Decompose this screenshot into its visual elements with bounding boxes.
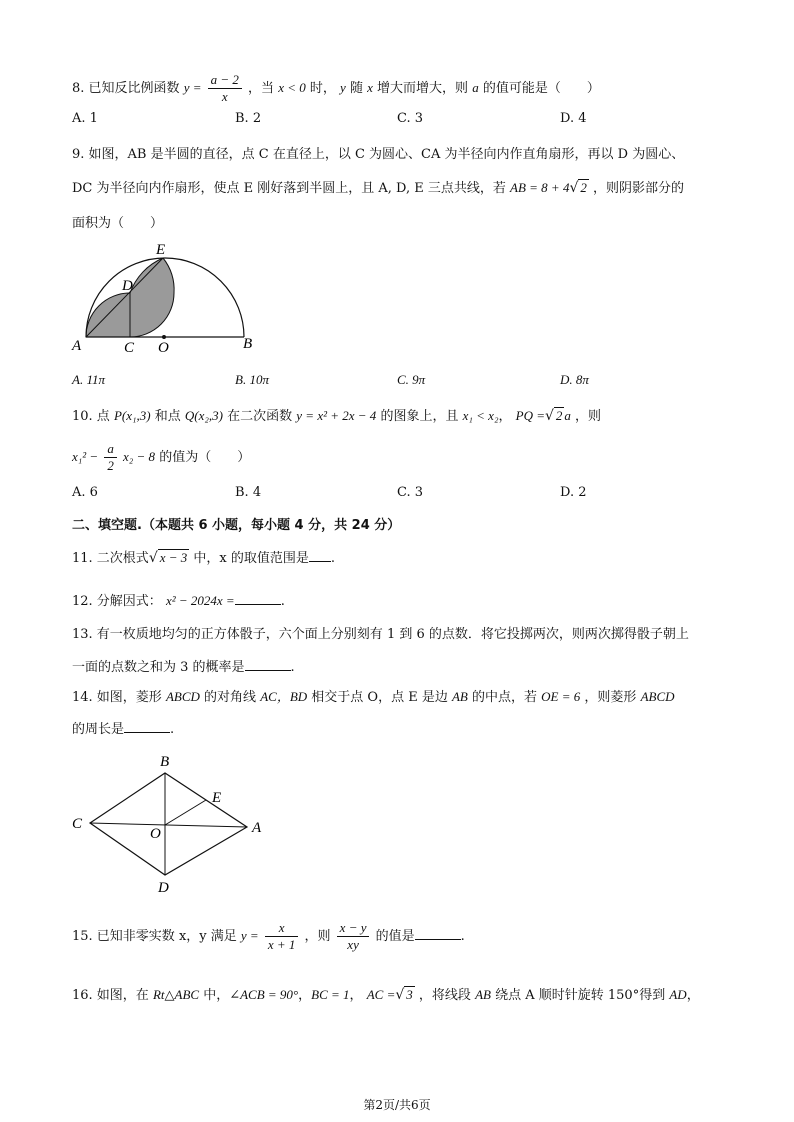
- q11-line: [72, 547, 335, 566]
- q10-option-b[interactable]: B. 4: [235, 485, 262, 500]
- q9-line2-a: DC 为半径向内作扇形，使点 E 刚好落到半圆上，且 A, D, E 三点共线，若: [72, 181, 506, 196]
- q12-end: .: [280, 594, 285, 609]
- q8-y: y: [340, 80, 346, 95]
- q14-label-e: E: [212, 790, 222, 806]
- q10-comma: ，: [498, 409, 512, 424]
- q10-mid1: 在二次函数: [227, 409, 293, 424]
- q10-expr-b: x₂ − 8: [123, 449, 156, 464]
- sqrt-icon: √: [395, 987, 405, 1003]
- q10-point-p: P(x₁,3): [113, 408, 151, 423]
- q16-mid2: ，将线段: [418, 988, 471, 1003]
- q13-line1: 13. 有一枚质地均匀的正方体骰子，六个面上分别刻有 1 到 6 的点数．将它投掷两次，则两次掷得骰子朝上: [72, 627, 689, 642]
- q16-pre: 16. 如图，在: [72, 988, 149, 1003]
- sqrt-icon: √: [148, 550, 158, 566]
- q10-point-q: Q(x₂,3): [184, 408, 223, 423]
- q9-label-d: D: [122, 278, 133, 294]
- q14-end: .: [170, 722, 175, 737]
- q16-ab: AB: [475, 987, 491, 1002]
- q10-pq: PQ =: [515, 408, 545, 423]
- q10-pq-a: a: [564, 408, 571, 423]
- q14-c: 相交于点 O，点 E 是边: [311, 690, 448, 705]
- q14-segment-oe: [165, 800, 206, 825]
- q12-pre: 12. 分解因式：: [72, 594, 162, 609]
- q11-rad: x − 3: [159, 550, 188, 565]
- q14-label-o: O: [150, 826, 161, 842]
- q13-line2: [72, 656, 295, 675]
- q15-f1-den: x + 1: [267, 937, 296, 952]
- q16-mid1: 中，: [203, 988, 230, 1003]
- q15-fraction-2: [337, 920, 370, 953]
- q8-option-d[interactable]: D. 4: [560, 111, 587, 126]
- q16-mid3: 绕点 A 顺时针旋转 150°得到: [495, 988, 666, 1003]
- q15-end: .: [460, 929, 465, 944]
- section-heading: 二、填空题.（本题共 6 小题，每小题 4 分，共 24 分）: [72, 518, 401, 533]
- q8-mid1: ，当: [248, 81, 275, 96]
- q9-label-a: A: [72, 338, 82, 354]
- q9-line2-b: ，则阴影部分的: [593, 181, 685, 196]
- q14-line2-text: 的周长是: [72, 722, 125, 737]
- q14-line1: [72, 686, 675, 705]
- q9-figure: [68, 240, 268, 358]
- q14-a: 14. 如图，菱形: [72, 690, 162, 705]
- q14-label-b: B: [160, 754, 170, 770]
- q10-cond: x₁ < x₂: [462, 408, 499, 423]
- q9-label-o: O: [158, 340, 169, 356]
- page-footer: 第2页/共6页: [363, 1098, 431, 1112]
- q8-post: 的值可能是（ ）: [482, 81, 600, 96]
- q16-c2: ，: [349, 988, 363, 1003]
- q13-end: .: [290, 660, 295, 675]
- q16-end: ，: [686, 988, 700, 1003]
- q11-post: 中，x 的取值范围是: [193, 551, 309, 566]
- q10-option-c[interactable]: C. 3: [397, 485, 424, 500]
- q15-mid: ，则: [304, 929, 331, 944]
- q14-acbd: AC，BD: [260, 689, 308, 704]
- q13-line2-text: 一面的点数之和为 3 的概率是: [72, 660, 245, 675]
- q15-lhs: y =: [240, 928, 259, 943]
- q10-post: 的值为（ ）: [159, 450, 251, 465]
- q8-cond: x < 0: [278, 80, 306, 95]
- q16-bc: BC = 1: [311, 987, 350, 1002]
- q8-line: [72, 72, 600, 105]
- q16-rt: Rt△ABC: [152, 987, 200, 1002]
- q14-label-c: C: [72, 816, 83, 832]
- q11-end: .: [330, 551, 336, 566]
- q15-f1-num: x: [265, 920, 299, 937]
- q10-mid2: 的图象上，且: [380, 409, 459, 424]
- q14-abcd2: ABCD: [640, 689, 675, 704]
- q12-answer-blank[interactable]: [235, 604, 281, 605]
- q9-label-c: C: [124, 340, 135, 356]
- q11-pre: 11. 二次根式: [72, 551, 149, 566]
- q12-expr: x² − 2024x =: [165, 593, 235, 608]
- sqrt-icon: √: [569, 180, 579, 196]
- q16-c1: ，: [298, 988, 312, 1003]
- q14-oe: OE = 6: [541, 689, 581, 704]
- q13-answer-blank[interactable]: [245, 670, 291, 671]
- q14-abcd: ABCD: [165, 689, 200, 704]
- q15-answer-blank[interactable]: [415, 939, 461, 940]
- q10-line2: [72, 441, 250, 474]
- q9-line1: 9. 如图，AB 是半圆的直径，点 C 在直径上，以 C 为圆心、CA 为半径向内作直角扇形，再以 D 为圆心、: [72, 147, 685, 162]
- q10-frac-num: a: [104, 441, 117, 458]
- q15-f2-den: xy: [347, 937, 359, 952]
- q8-mid2: 时，: [309, 81, 336, 96]
- q8-option-b[interactable]: B. 2: [235, 111, 262, 126]
- q10-pre: 10. 点: [72, 409, 110, 424]
- q14-label-d: D: [158, 880, 169, 896]
- q10-func: y = x² + 2x − 4: [296, 408, 377, 423]
- q11-answer-blank[interactable]: [309, 561, 331, 562]
- q9-ab-expr: AB = 8 + 4: [510, 180, 570, 195]
- q10-line1: [72, 405, 601, 424]
- q8-option-a[interactable]: A. 1: [72, 111, 98, 126]
- q14-diagonal-ac: [90, 823, 247, 827]
- q9-line3: 面积为（ ）: [72, 216, 164, 231]
- q8-mid3: 随: [349, 81, 363, 96]
- q8-frac-den: x: [221, 89, 228, 104]
- q10-expr-a: x₁² −: [72, 449, 99, 464]
- q15-fraction-1: [265, 920, 299, 953]
- q10-option-d[interactable]: D. 2: [560, 485, 587, 500]
- q16-line: [72, 984, 700, 1003]
- q14-answer-blank[interactable]: [124, 732, 170, 733]
- q9-option-b[interactable]: B. 10π: [235, 372, 269, 387]
- q12-line: [72, 590, 285, 609]
- q9-option-d[interactable]: D. 8π: [560, 372, 589, 387]
- q15-pre: 15. 已知非零实数 x，y 满足: [72, 929, 237, 944]
- q10-fraction: [104, 441, 117, 474]
- q9-label-b: B: [243, 336, 253, 352]
- q8-a: a: [472, 80, 479, 95]
- q15-line: [72, 920, 465, 953]
- q9-rad: 2: [580, 180, 587, 195]
- q14-line2: [72, 718, 174, 737]
- q16-ac-rad: 3: [406, 987, 413, 1002]
- q9-option-a[interactable]: A. 11π: [72, 372, 105, 387]
- q10-frac-den: 2: [107, 458, 114, 473]
- q8-mid4: 增大而增大，则: [377, 81, 469, 96]
- q14-e: ，则菱形: [584, 690, 637, 705]
- q14-figure: [66, 750, 276, 898]
- q16-angle: ∠ACB = 90°: [229, 987, 299, 1002]
- q16-ad: AD: [669, 987, 687, 1002]
- q10-and: 和点: [154, 409, 181, 424]
- q14-ab: AB: [451, 689, 468, 704]
- q10-pq-rad: 2: [555, 408, 563, 423]
- q8-frac-num: a − 2: [208, 72, 242, 89]
- q16-ac: AC =: [366, 987, 396, 1002]
- q9-label-e: E: [156, 242, 166, 258]
- q14-b: 的对角线: [204, 690, 257, 705]
- q15-post: 的值是: [375, 929, 415, 944]
- q8-prefix: 8. 已知反比例函数: [72, 81, 180, 96]
- q8-func-lhs: y =: [183, 80, 202, 95]
- q10-option-a[interactable]: A. 6: [72, 485, 98, 500]
- q14-d: 的中点，若: [472, 690, 538, 705]
- sqrt-icon: √: [544, 408, 554, 424]
- q8-option-c[interactable]: C. 3: [397, 111, 424, 126]
- q8-x: x: [367, 80, 373, 95]
- q9-line2: [72, 177, 684, 196]
- q10-mid3: ，则: [575, 409, 602, 424]
- q9-center-dot: [162, 335, 166, 339]
- q9-option-c[interactable]: C. 9π: [397, 372, 426, 387]
- q8-fraction: [208, 72, 242, 105]
- q14-label-a: A: [252, 820, 262, 836]
- q15-f2-num: x − y: [337, 920, 370, 937]
